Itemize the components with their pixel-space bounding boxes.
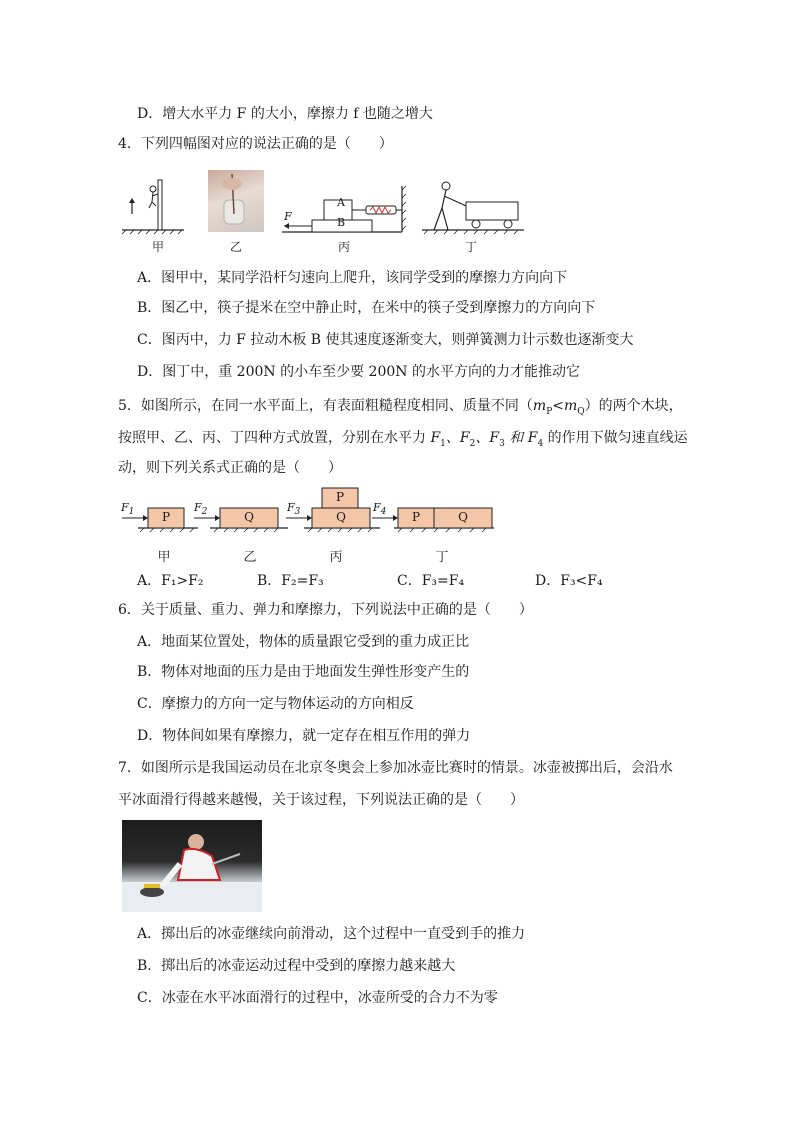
q5-caption-jia: 甲 xyxy=(157,550,171,565)
question-7-line-1: 7．如图所示是我国运动员在北京冬奥会上参加冰壶比赛时的情景。冰壶被掷出后，会沿水 xyxy=(118,760,673,776)
label-board-b: B xyxy=(336,216,346,229)
label-force-f: F xyxy=(284,210,292,223)
q4-option-b: B．图乙中，筷子提米在空中静止时，在米中的筷子受到摩擦力的方向向下 xyxy=(137,300,596,316)
label-f2: $F_2$ xyxy=(194,501,208,518)
curling-photo xyxy=(122,820,262,912)
caption-jia: 甲 xyxy=(151,240,164,254)
q3-option-d: D．增大水平力 F 的大小，摩擦力 f 也随之增大 xyxy=(137,106,433,122)
caption-yi: 乙 xyxy=(229,240,242,254)
question-5-line-1: 5．如图所示，在同一水平面上，有表面粗糙程度相同、质量不同$(m_P<m_Q)$的两个木块， xyxy=(118,398,683,417)
label-block-a: A xyxy=(337,196,345,209)
block-q-bing: Q xyxy=(336,510,346,524)
q4-option-d: D．图丁中，重 200N 的小车至少要 200N 的水平方向的力才能推动它 xyxy=(137,364,580,380)
block-p-jia: P xyxy=(161,510,171,524)
q5-options xyxy=(137,570,657,592)
q6-option-b: B．物体对地面的压力是由于地面发生弹性形变产生的 xyxy=(137,664,470,680)
q5-caption-yi: 乙 xyxy=(243,550,257,565)
q6-option-a: A．地面某位置处，物体的质量跟它受到的重力成正比 xyxy=(137,634,470,650)
q6-option-c: C．摩擦力的方向一定与物体运动的方向相反 xyxy=(137,696,414,712)
question-5-line-2: 按照甲、乙、丙、丁四种方式放置，分别在水平力 $F_1$、$F_2$、$F_3$ 和 $F_4$ 的作用下做匀速直线运 xyxy=(118,430,688,449)
question-5-line-3: 动，则下列关系式正确的是（ ） xyxy=(118,460,342,476)
block-q-yi: Q xyxy=(244,510,254,524)
q5-caption-ding: 丁 xyxy=(435,550,449,565)
caption-ding: 丁 xyxy=(464,240,477,254)
q4-option-a: A．图甲中，某同学沿杆匀速向上爬升，该同学受到的摩擦力方向向下 xyxy=(137,270,568,286)
label-f1: $F_1$ xyxy=(121,501,135,518)
question-7-line-2: 平冰面滑行得越来越慢，关于该过程，下列说法正确的是（ ） xyxy=(118,792,524,808)
q4-option-c: C．图丙中，力 F 拉动木板 B 使其速度逐渐变大，则弹簧测力计示数也逐渐变大 xyxy=(137,332,634,348)
label-f3: $F_3$ xyxy=(287,501,301,518)
caption-bing: 丙 xyxy=(337,240,350,254)
question-4: 4．下列四幅图对应的说法正确的是（ ） xyxy=(118,136,393,152)
q6-option-d: D．物体间如果有摩擦力，就一定存在相互作用的弹力 xyxy=(137,728,471,744)
q7-option-c: C．冰壶在水平冰面滑行的过程中，冰壶所受的合力不为零 xyxy=(137,990,498,1006)
q5-option-d: D．F₃<F₄ xyxy=(535,573,603,589)
q5-option-a: A．F₁>F₂ xyxy=(137,573,204,589)
block-p-ding: P xyxy=(411,510,421,524)
q7-option-b: B．掷出后的冰壶运动过程中受到的摩擦力越来越大 xyxy=(137,958,456,974)
question-6: 6．关于质量、重力、弹力和摩擦力，下列说法中正确的是（ ） xyxy=(118,602,533,618)
q5-option-b: B．F₂=F₃ xyxy=(257,573,324,589)
q7-option-a: A．掷出后的冰壶继续向前滑动，这个过程中一直受到手的推力 xyxy=(137,926,526,942)
q5-option-c: C．F₃=F₄ xyxy=(397,573,465,589)
q5-caption-bing: 丙 xyxy=(329,550,343,565)
figure-jia xyxy=(118,170,188,234)
figure-ding xyxy=(418,178,528,236)
figure-yi-photo xyxy=(208,170,264,232)
block-q-ding: Q xyxy=(458,510,468,524)
label-f4: $F_4$ xyxy=(373,501,387,518)
q4-figures xyxy=(118,170,658,270)
block-p-bing: P xyxy=(335,490,345,504)
